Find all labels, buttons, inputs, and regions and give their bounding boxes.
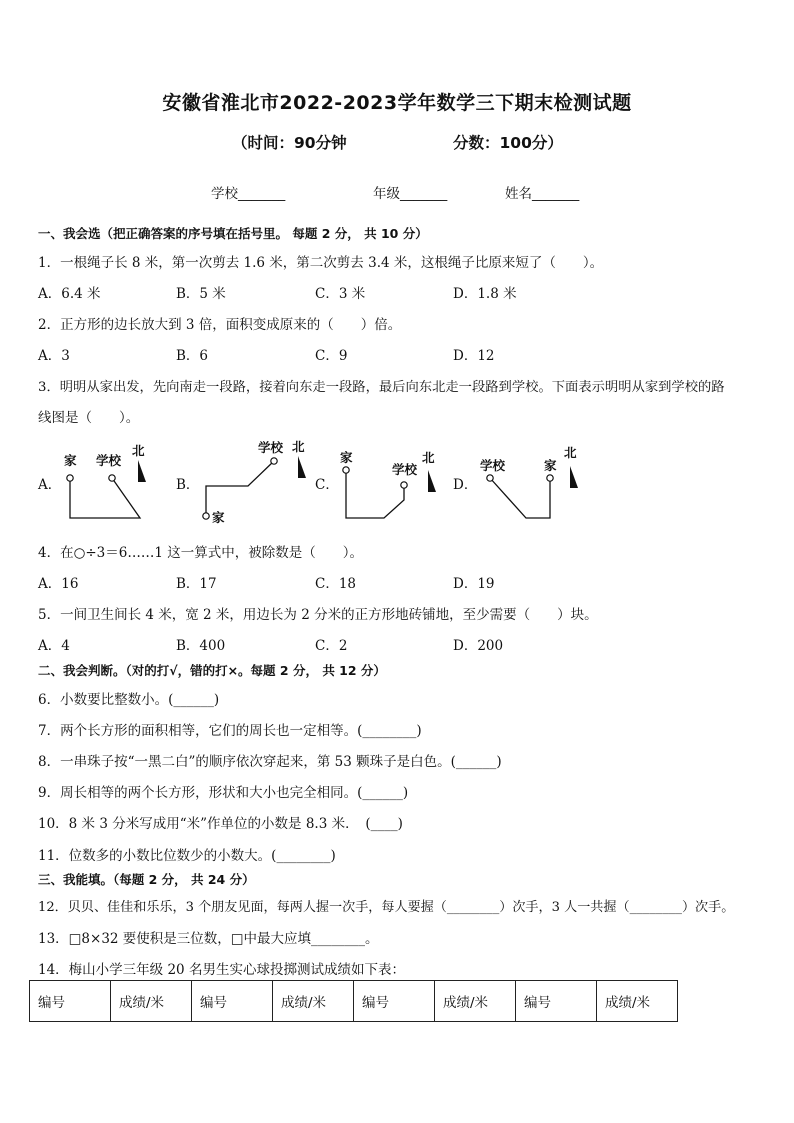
home-label: 家 (64, 453, 77, 468)
q3-option-c-label: C． (315, 477, 339, 493)
question-13: 13．□8×32 要使积是三位数，□中最大应填________。 (38, 931, 379, 947)
name-field: 姓名_______ (505, 186, 580, 202)
route-diagram-b (196, 436, 316, 531)
school-point (271, 458, 277, 464)
q4-option-b: B．17 (176, 576, 217, 592)
route-path (490, 478, 550, 518)
home-point (547, 475, 553, 481)
north-label: 北 (292, 439, 305, 454)
route-diagram-d (476, 440, 586, 530)
route-path (70, 478, 140, 518)
exam-time: （时间：90分钟 (232, 134, 347, 152)
school-field: 学校_______ (211, 186, 286, 202)
question-3-line-2: 线图是（ ）。 (38, 410, 140, 426)
score-table (29, 980, 678, 1022)
question-6: 6．小数要比整数小。(______) (38, 692, 220, 708)
home-label: 家 (212, 510, 225, 525)
north-arrow-icon (298, 456, 306, 478)
question-5: 5．一间卫生间长 4 米，宽 2 米，用边长为 2 分米的正方形地砖铺地，至少需要（ ）块。 (38, 607, 598, 623)
route-path (346, 470, 404, 518)
q5-option-d: D．200 (453, 638, 504, 654)
q2-option-d: D．12 (453, 348, 495, 364)
north-arrow-icon (138, 460, 146, 482)
question-7: 7．两个长方形的面积相等，它们的周长也一定相等。(________) (38, 723, 422, 739)
q2-option-c: C．9 (315, 348, 348, 364)
north-label: 北 (564, 445, 577, 460)
question-3-line-1: 3．明明从家出发，先向南走一段路，接着向东走一段路，最后向东北走一段路到学校。下面表示明明从家到学校的路 (38, 380, 725, 395)
table-header-cell: 成绩/米 (273, 981, 354, 1022)
school-label: 学校 (392, 462, 418, 477)
q5-option-a: A．4 (38, 638, 70, 654)
q4-option-d: D．19 (453, 576, 495, 592)
route-diagram-c (336, 440, 446, 530)
school-point (401, 482, 407, 488)
section-1-title: 一、我会选（把正确答案的序号填在括号里。 每题 2 分， 共 10 分） (38, 226, 428, 241)
table-header-cell: 编号 (192, 981, 273, 1022)
q3-option-d-label: D． (453, 477, 478, 493)
section-3-title: 三、我能填。（每题 2 分， 共 24 分） (38, 872, 255, 887)
north-label: 北 (422, 450, 435, 465)
table-header-cell: 成绩/米 (435, 981, 516, 1022)
question-9: 9．周长相等的两个长方形，形状和大小也完全相同。(______) (38, 785, 409, 801)
north-arrow-icon (428, 470, 436, 492)
table-header-row (30, 981, 678, 1022)
table-header-cell: 编号 (30, 981, 111, 1022)
grade-field: 年级_______ (373, 186, 448, 202)
school-label: 学校 (480, 458, 506, 473)
q1-option-c: C．3 米 (315, 286, 366, 302)
exam-score: 分数：100分） (453, 134, 563, 152)
school-label: 学校 (96, 453, 122, 468)
north-label: 北 (132, 443, 145, 458)
home-point (67, 475, 73, 481)
route-diagram-a (56, 440, 156, 530)
question-12: 12．贝贝、佳佳和乐乐，3 个朋友见面，每两人握一次手，每人要握（________）次手，3 人一共握（________）次手。 (38, 900, 735, 915)
question-2: 2．正方形的边长放大到 3 倍，面积变成原来的（ ）倍。 (38, 317, 402, 333)
school-point (487, 475, 493, 481)
school-point (109, 475, 115, 481)
q5-option-c: C．2 (315, 638, 348, 654)
question-4: 4．在○÷3＝6……1 这一算式中，被除数是（ ）。 (38, 545, 363, 561)
route-path (206, 461, 274, 516)
north-arrow-icon (570, 466, 578, 488)
q1-option-b: B．5 米 (176, 286, 226, 302)
home-label: 家 (544, 458, 557, 473)
home-point (343, 467, 349, 473)
school-label: 学校 (258, 440, 284, 455)
q3-option-b-label: B． (176, 477, 200, 493)
question-10: 10．8 米 3 分米写成用“米”作单位的小数是 8.3 米． (____) (38, 816, 403, 832)
table-header-cell: 编号 (516, 981, 597, 1022)
question-11: 11．位数多的小数比位数少的小数大。(________) (38, 848, 336, 864)
home-label: 家 (340, 450, 353, 465)
section-2-title: 二、我会判断。（对的打√，错的打×。每题 2 分， 共 12 分） (38, 663, 386, 678)
question-1: 1．一根绳子长 8 米，第一次剪去 1.6 米，第二次剪去 3.4 米，这根绳子比原来短了（ ）。 (38, 255, 604, 271)
q1-option-d: D．1.8 米 (453, 286, 517, 302)
question-14: 14．梅山小学三年级 20 名男生实心球投掷测试成绩如下表： (38, 962, 405, 978)
table-header-cell: 成绩/米 (597, 981, 678, 1022)
q5-option-b: B．400 (176, 638, 226, 654)
q2-option-a: A．3 (38, 348, 70, 364)
q4-option-c: C．18 (315, 576, 357, 592)
home-point (203, 513, 209, 519)
table-header-cell: 成绩/米 (111, 981, 192, 1022)
page-title: 安徽省淮北市2022-2023学年数学三下期末检测试题 (162, 92, 632, 114)
q1-option-a: A．6.4 米 (38, 286, 101, 302)
q4-option-a: A．16 (38, 576, 79, 592)
table-header-cell: 编号 (354, 981, 435, 1022)
question-8: 8．一串珠子按“一黑二白”的顺序依次穿起来，第 53 颗珠子是白色。(______) (38, 754, 502, 770)
q2-option-b: B．6 (176, 348, 209, 364)
q3-option-a-label: A． (38, 477, 62, 493)
